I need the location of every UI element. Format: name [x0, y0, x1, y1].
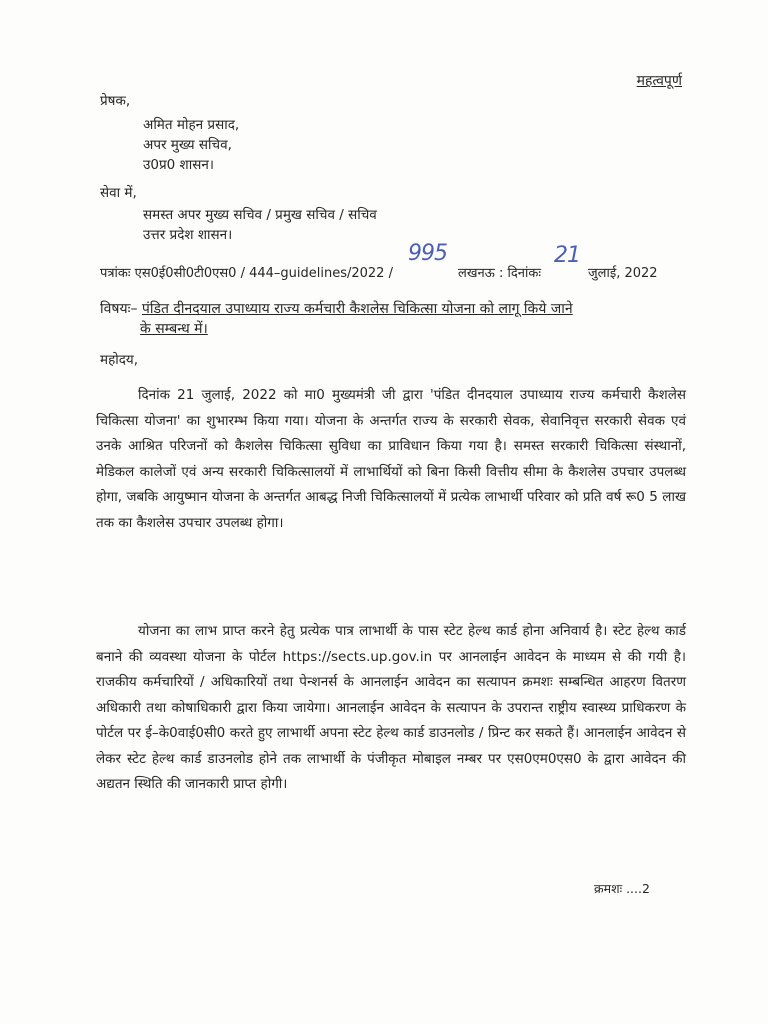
paragraph-text: योजना का लाभ प्राप्त करने हेतु प्रत्येक पात्र लाभार्थी के पास स्टेट हेल्थ कार्ड होना अनिवार्य है। स्टेट हेल्थ कार्ड बनाने की व्यवस्था योजना के पोर्टल https://sects.up.gov.in पर आनलाईन आवेदन के माध्यम से की गयी है। राजकीय कर्मचारियों / अधिकारियों तथा पेन्शनर्स के आनलाईन आवेदन का सत्यापन क्रमशः सम्बन्धित आहरण वितरण अधिकारी तथा कोषाधिकारी द्वारा किया जायेगा। आनलाईन आवेदन के सत्यापन के उपरान्त राष्ट्रीय स्वास्थ्य प्राधिकरण के पोर्टल पर ई–के0वाई0सी0 करते हुए लाभार्थी अपना स्टेट हेल्थ कार्ड डाउनलोड / प्रिन्ट कर सकते हैं। आनलाईन आवेदन से लेकर स्टेट हेल्थ कार्ड डाउनलोड होने तक लाभार्थी के पंजीकृत मोबाइल नम्बर पर एस0एम0एस0 के द्वारा आवेदन की अद्यतन स्थिति की जानकारी प्राप्त होगी। — [96, 623, 686, 792]
sender-name: अमित मोहन प्रसाद, — [143, 117, 240, 133]
sender-office: उ0प्र0 शासन। — [143, 157, 214, 173]
place-date-label: लखनऊ : दिनांकः — [458, 266, 541, 281]
recipient-line-1: समस्त अपर मुख्य सचिव / प्रमुख सचिव / सचिव — [143, 207, 377, 223]
subject-label: विषयः– — [100, 301, 138, 317]
body-paragraph-2 — [96, 619, 686, 798]
letter-month-year: जुलाई, 2022 — [588, 266, 658, 281]
paragraph-text: दिनांक 21 जुलाई, 2022 को मा0 मुख्यमंत्री जी द्वारा 'पंडित दीनदयाल उपाध्याय राज्य कर्मचारी कैशलेस चिकित्सा योजना' का शुभारम्भ किया गया। योजना के अन्तर्गत राज्य के सरकारी सेवक, सेवानिवृत्त सरकारी सेवक एवं उनके आश्रित परिजनों को कैशलेस चिकित्सा सुविधा का प्राविधान किया गया है। समस्त सरकारी चिकित्सा संस्थानों, मेडिकल कालेजों एवं अन्य सरकारी चिकित्सालयों में लाभार्थियों को बिना किसी वित्तीय सीमा के कैशलेस उपचार उपलब्ध होगा, जबकि आयुष्मान योजना के अन्तर्गत आबद्ध निजी चिकित्सालयों में प्रत्येक लाभार्थी परिवार को प्रति वर्ष रू0 5 लाख तक का कैशलेस उपचार उपलब्ध होगा। — [96, 387, 686, 531]
important-label: महत्वपूर्ण — [636, 73, 682, 89]
recipient-line-2: उत्तर प्रदेश शासन। — [143, 227, 233, 243]
salutation: महोदय, — [100, 352, 139, 368]
subject-line-2: के सम्बन्ध में। — [140, 321, 208, 337]
sender-label: प्रेषक, — [100, 93, 131, 109]
handwritten-day: 21 — [554, 243, 580, 268]
letter-number: पत्रांकः एस0ई0सी0टी0एस0 / 444–guidelines/2022 / — [100, 266, 393, 281]
recipient-label: सेवा में, — [100, 185, 137, 201]
subject-line-1: पंडित दीनदयाल उपाध्याय राज्य कर्मचारी कैशलेस चिकित्सा योजना को लागू किये जाने — [141, 301, 573, 317]
body-paragraph-1 — [96, 383, 686, 536]
handwritten-letter-number: 995 — [408, 241, 447, 266]
sender-designation: अपर मुख्य सचिव, — [143, 137, 232, 153]
subject-block — [100, 299, 680, 339]
continued-marker: क्रमशः ....2 — [594, 881, 650, 896]
